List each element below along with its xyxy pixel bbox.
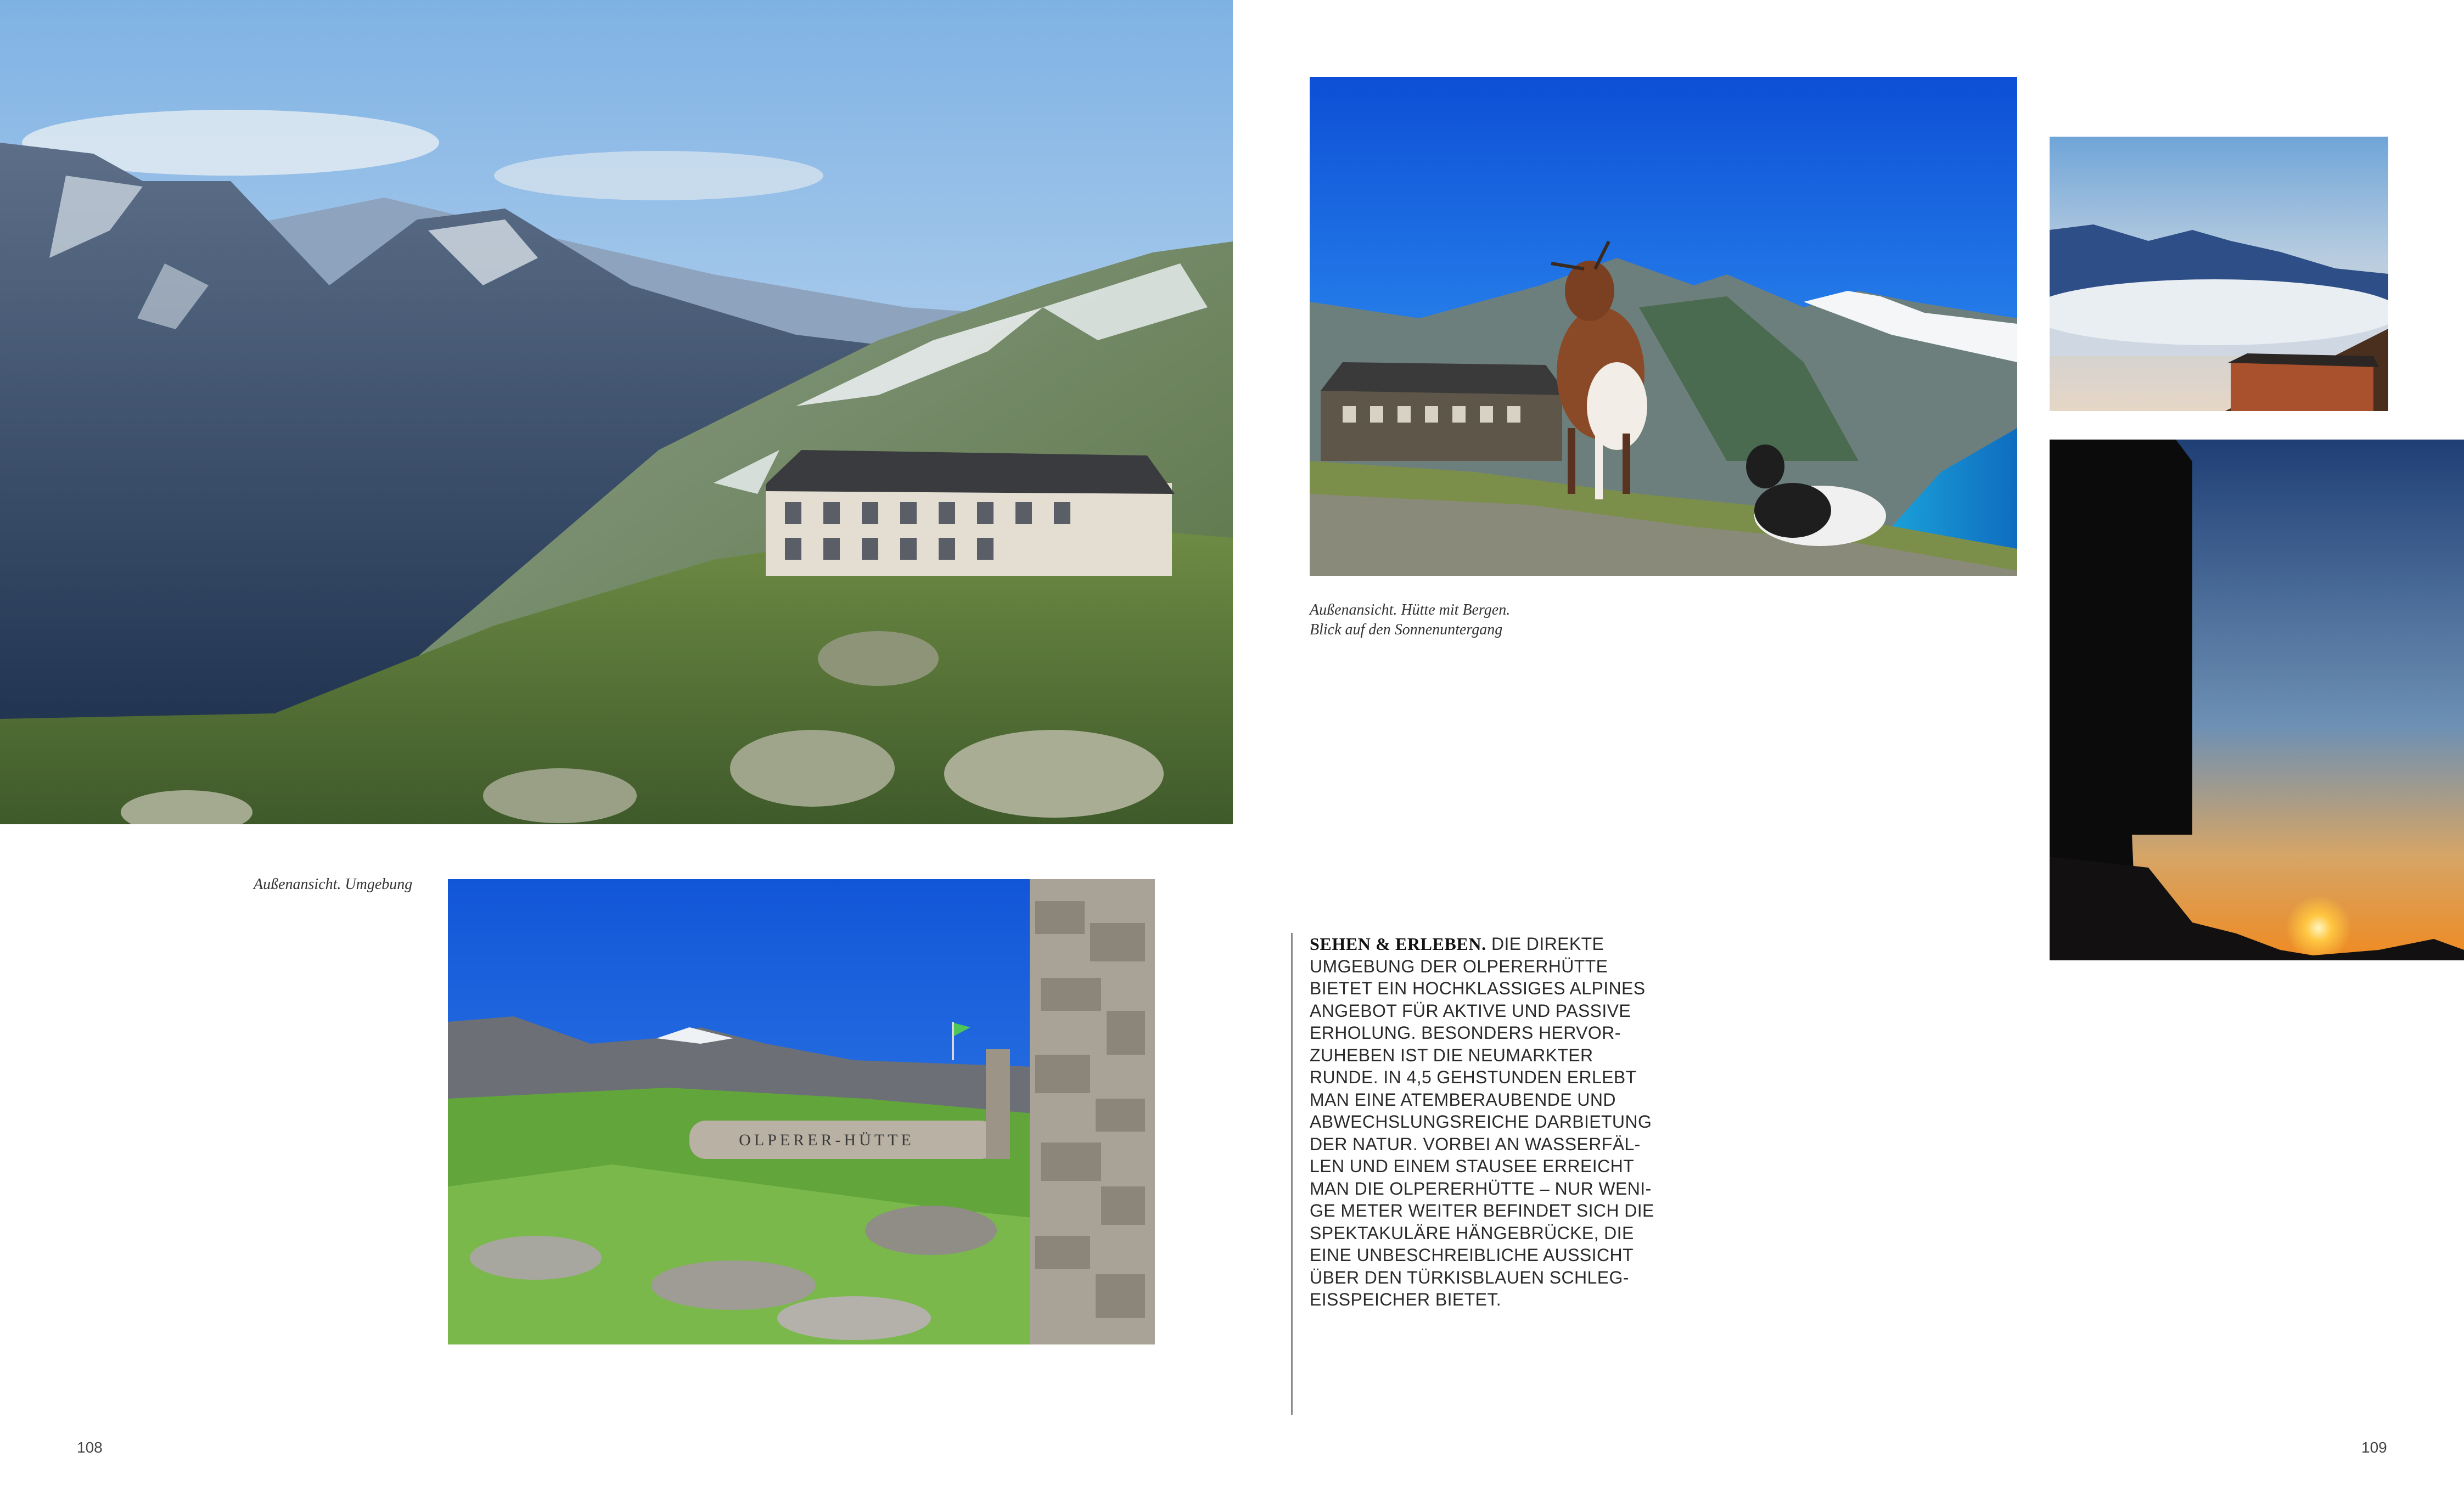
body-line: MAN DIE OLPERERHÜTTE – NUR WENI- bbox=[1310, 1178, 1652, 1199]
body-line: ZUHEBEN IST DIE NEUMARKTER bbox=[1310, 1045, 1593, 1065]
body-line: ANGEBOT FÜR AKTIVE UND PASSIVE bbox=[1310, 1000, 1631, 1021]
caption-right-line-1: Außenansicht. Hütte mit Bergen. bbox=[1310, 601, 1511, 618]
body-line: BIETET EIN HOCHKLASSIGES ALPINES bbox=[1310, 978, 1646, 998]
caption-right bbox=[1310, 600, 1510, 640]
body-line: UMGEBUNG DER OLPERERHÜTTE bbox=[1310, 956, 1608, 976]
body-line: EISSPEICHER BIETET. bbox=[1310, 1290, 1502, 1309]
olperer-huette-sign-photo bbox=[448, 879, 1155, 1344]
page-number-left: 108 bbox=[77, 1439, 103, 1456]
body-line: RUNDE. IN 4,5 GEHSTUNDEN ERLEBT bbox=[1310, 1067, 1637, 1087]
sea-of-clouds-photo bbox=[2050, 137, 2388, 411]
sign-text: OLPERER-HÜTTE bbox=[739, 1131, 914, 1149]
lead-heading: SEHEN & ERLEBEN. bbox=[1310, 934, 1486, 954]
mountain-hut-photo bbox=[0, 0, 1233, 824]
body-line: ERHOLUNG. BESONDERS HERVOR- bbox=[1310, 1023, 1621, 1043]
body-line: ABWECHSLUNGSREICHE DARBIETUNG bbox=[1310, 1112, 1652, 1132]
body-line-1 bbox=[1310, 933, 1661, 955]
goats-hut-photo bbox=[1310, 77, 2017, 576]
body-line: EINE UNBESCHREIBLICHE AUSSICHT bbox=[1310, 1245, 1634, 1265]
body-text bbox=[1310, 933, 1661, 1311]
body-line: DER NATUR. VORBEI AN WASSERFÄL- bbox=[1310, 1134, 1641, 1154]
sunset-hut-silhouette-photo bbox=[2050, 440, 2464, 960]
page-number-right: 109 bbox=[2361, 1439, 2387, 1456]
body-line: SPEKTAKULÄRE HÄNGEBRÜCKE, DIE bbox=[1310, 1223, 1634, 1243]
body-line: MAN EINE ATEMBERAUBENDE UND bbox=[1310, 1089, 1616, 1110]
column-rule bbox=[1291, 933, 1293, 1415]
body-line-1-text: DIE DIREKTE bbox=[1486, 934, 1604, 954]
caption-right-line-2: Blick auf den Sonnenuntergang bbox=[1310, 621, 1503, 638]
caption-left: Außenansicht. Umgebung bbox=[254, 876, 413, 893]
body-line: ÜBER DEN TÜRKISBLAUEN SCHLEG- bbox=[1310, 1267, 1629, 1287]
body-line: LEN UND EINEM STAUSEE ERREICHT bbox=[1310, 1156, 1635, 1176]
body-line: GE METER WEITER BEFINDET SICH DIE bbox=[1310, 1201, 1654, 1220]
